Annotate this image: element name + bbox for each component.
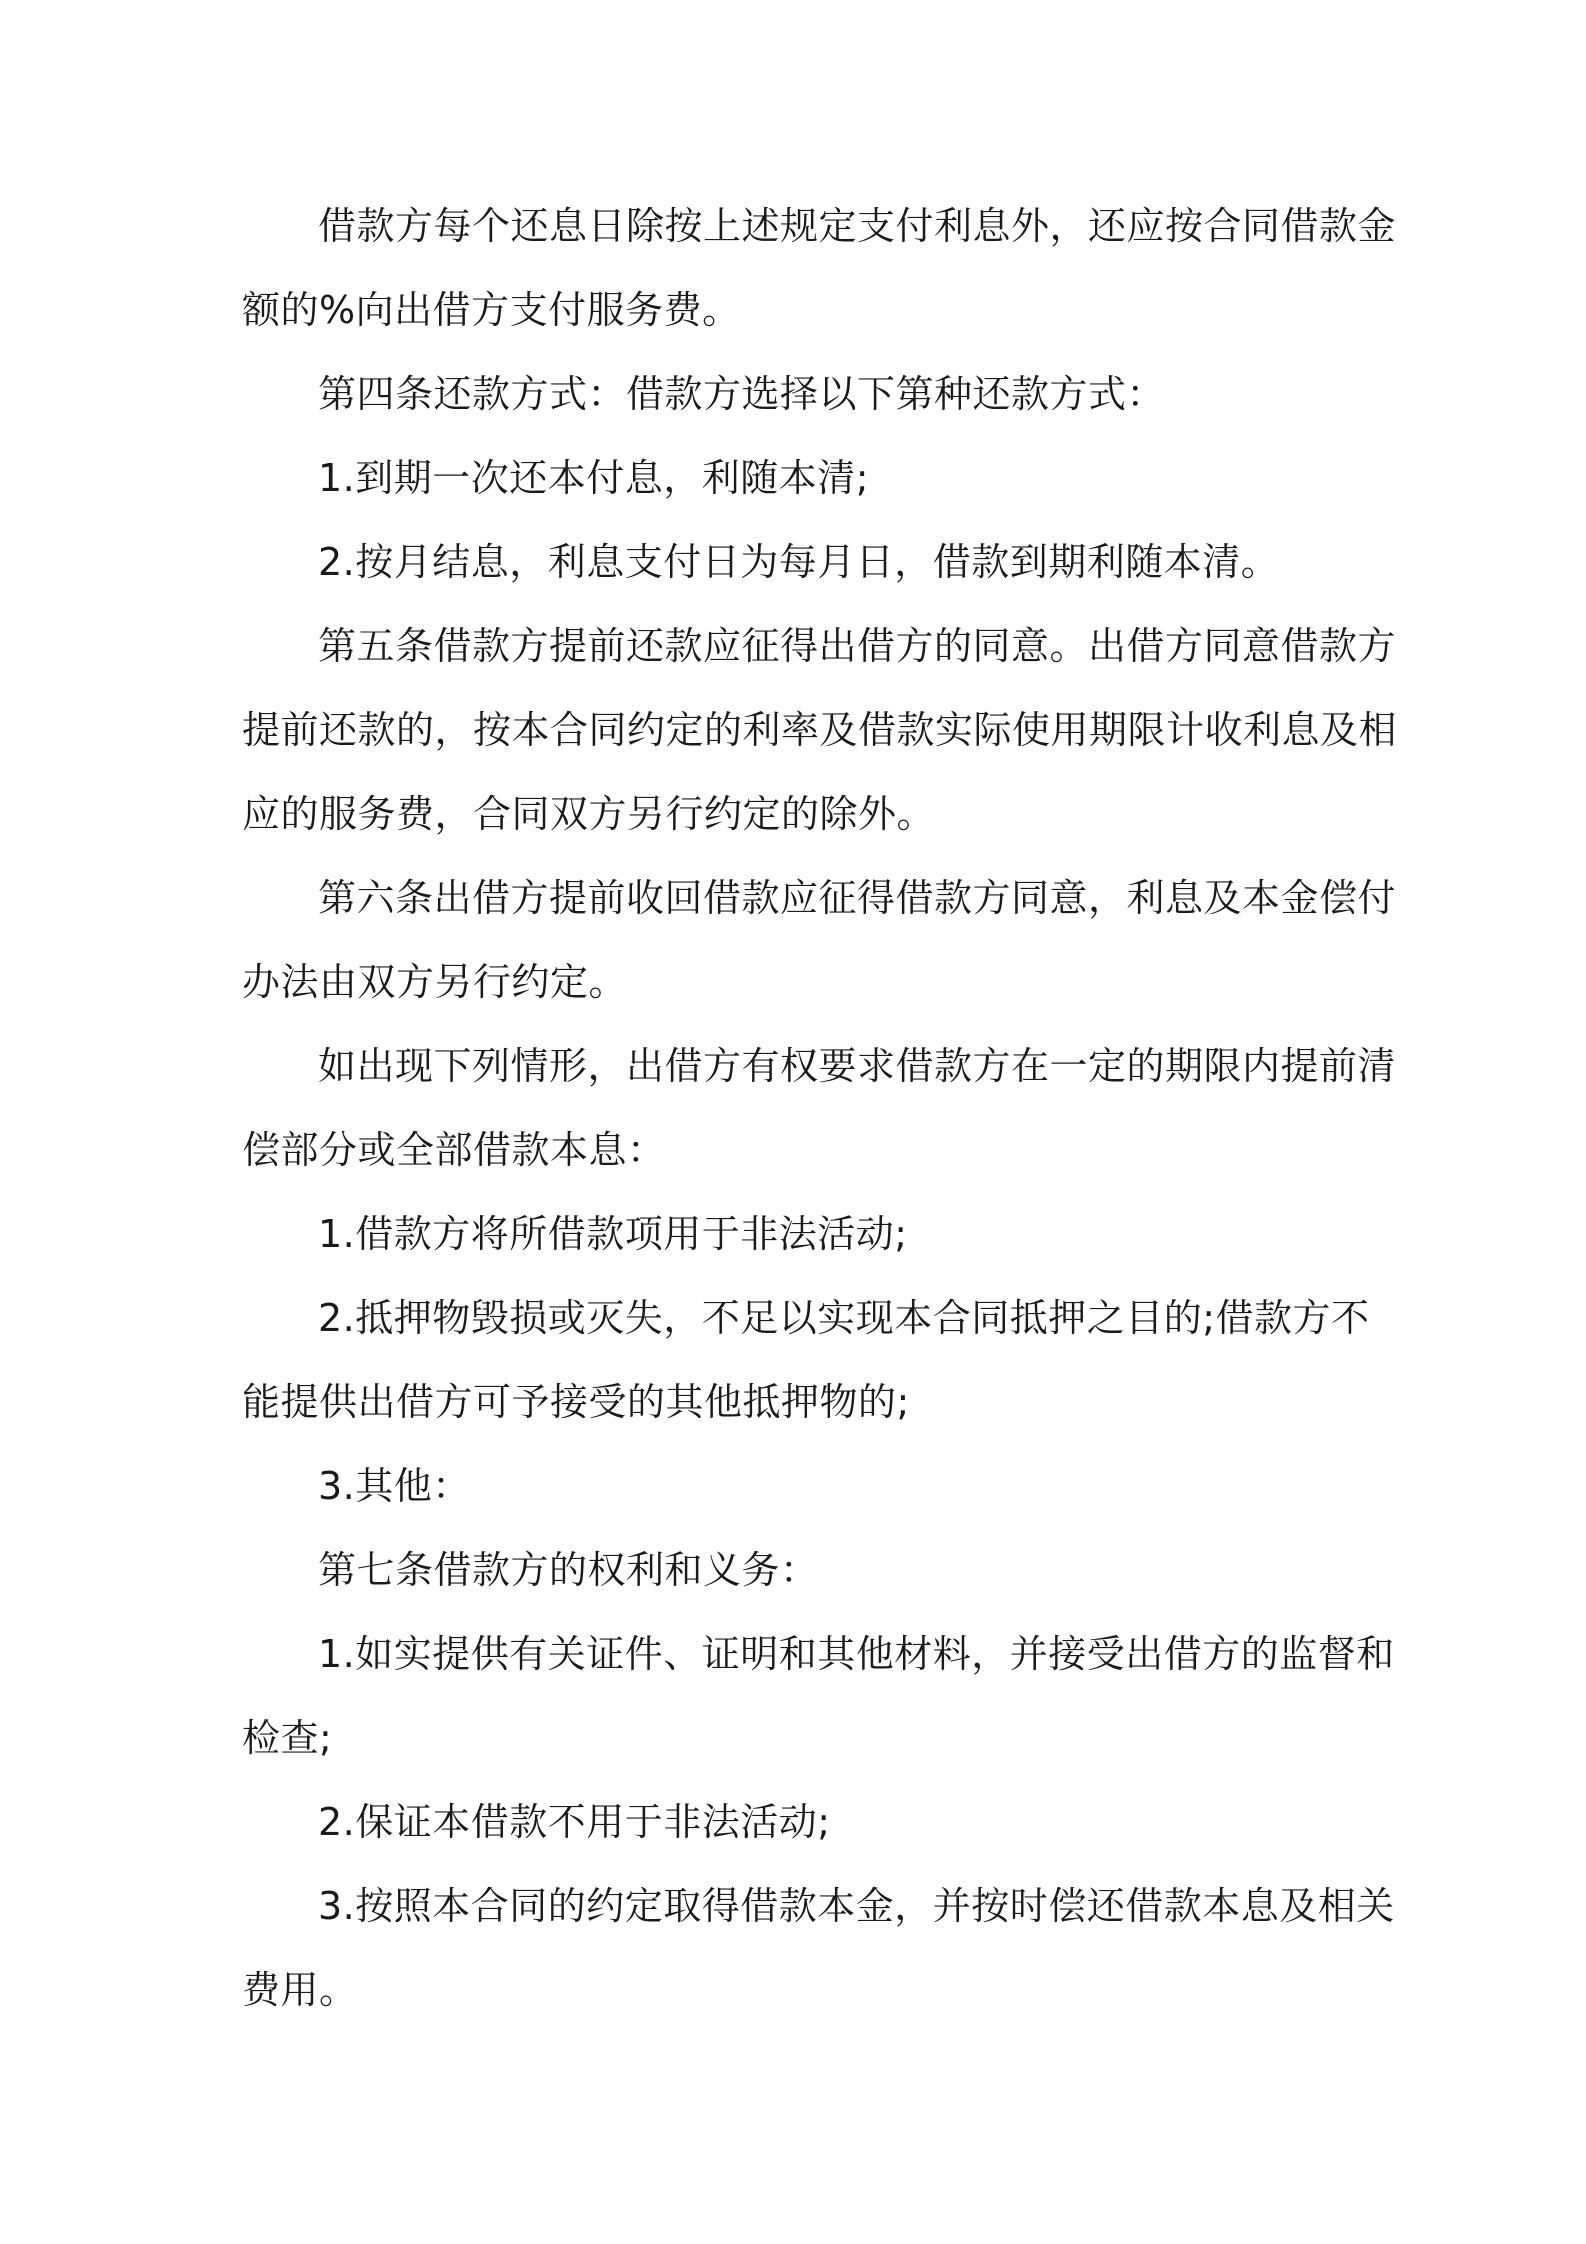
text-line: 2.按月结息，利息支付日为每月日，借款到期利随本清。 [318,540,1280,584]
text-line: 1.如实提供有关证件、证明和其他材料，并接受出借方的监督和 [318,1632,1395,1676]
text-line: 办法由双方另行约定。 [242,960,628,1004]
text-line: 借款方每个还息日除按上述规定支付利息外，还应按合同借款金 [318,204,1397,248]
text-line: 2.保证本借款不用于非法活动; [318,1800,831,1844]
text-line: 检查; [242,1716,333,1760]
text-line: 第五条借款方提前还款应征得出借方的同意。出借方同意借款方 [318,624,1397,668]
text-line: 3.其他： [318,1464,471,1508]
text-line: 能提供出借方可予接受的其他抵押物的; [242,1380,910,1424]
text-line: 第七条借款方的权利和义务： [318,1548,819,1592]
text-line: 第六条出借方提前收回借款应征得借款方同意，利息及本金偿付 [318,876,1397,920]
text-line: 2.抵押物毁损或灭失，不足以实现本合同抵押之目的;借款方不 [318,1296,1370,1340]
text-line: 费用。 [242,1968,358,2012]
text-line: 偿部分或全部借款本息： [242,1128,666,1172]
text-line: 应的服务费，合同双方另行约定的除外。 [242,792,936,836]
text-line: 1.借款方将所借款项用于非法活动; [318,1212,908,1256]
text-line: 提前还款的，按本合同约定的利率及借款实际使用期限计收利息及相 [242,708,1398,752]
text-line: 1.到期一次还本付息，利随本清; [318,456,870,500]
text-line: 额的%向出借方支付服务费。 [242,288,741,332]
text-line: 3.按照本合同的约定取得借款本金，并按时偿还借款本息及相关 [318,1884,1395,1928]
text-line: 如出现下列情形，出借方有权要求借款方在一定的期限内提前清 [318,1044,1397,1088]
text-line: 第四条还款方式：借款方选择以下第种还款方式： [318,372,1166,416]
